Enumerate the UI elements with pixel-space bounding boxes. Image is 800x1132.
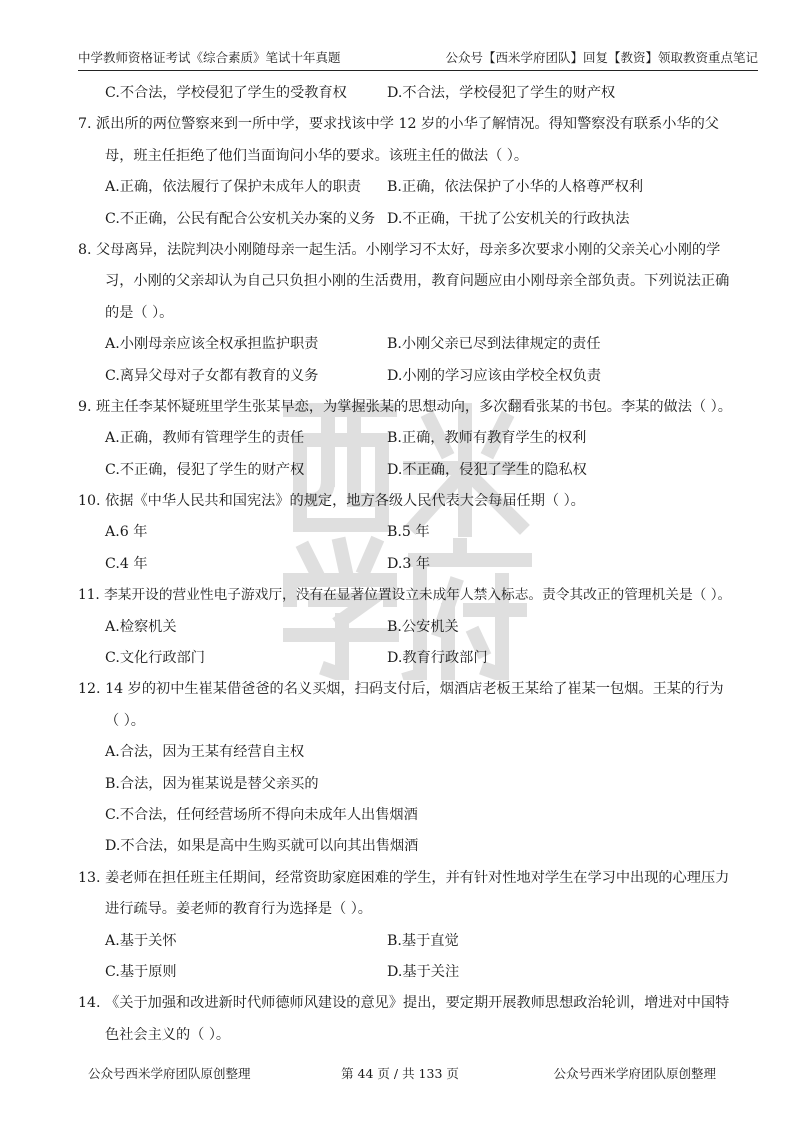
option-d: D.3 年 [387,555,431,572]
option-c: C.离异父母对子女都有教育的义务 [105,367,319,384]
option-b: B.基于直觉 [387,932,459,949]
question-8-line-1: 8. 父母离异，法院判决小刚随母亲一起生活。小刚学习不太好，母亲多次要求小刚的父亲关心小刚的学 [78,241,721,258]
question-13-line-1: 13. 姜老师在担任班主任期间，经常资助家庭困难的学生，并有针对性地对学生在学习中出现的心理压力 [78,869,730,886]
option-d: D.基于关注 [387,963,460,980]
option-row [78,957,738,988]
option-d: D.不合法，如果是高中生购买就可以向其出售烟酒 [105,838,419,855]
option-c: C.不合法，学校侵犯了学生的受教育权 [105,85,347,101]
header-left-text: 中学教师资格证考试《综合素质》笔试十年真题 [78,50,341,65]
option-row [78,517,738,548]
option-a: A.基于关怀 [105,932,177,949]
question-7-line-2: 母，班主任拒绝了他们当面询问小华的要求。该班主任的做法（ ）。 [105,147,529,164]
option-b: B.5 年 [387,524,430,541]
question-9-line-1: 9. 班主任李某怀疑班里学生张某早恋，为掌握张某的思想动向，多次翻看张某的书包。李某的做法（ ）。 [78,398,732,415]
footer-left-text: 公众号西米学府团队原创整理 [88,1066,251,1081]
option-row [78,926,738,957]
footer-right-text: 公众号西米学府团队原创整理 [553,1066,716,1081]
option-c: C.不正确，侵犯了学生的财产权 [105,461,305,478]
question-12-line-1: 12. 14 岁的初中生崔某借爸爸的名义买烟，扫码支付后，烟酒店老板王某给了崔某一包烟。王某的行为 [78,681,724,698]
option-a: A.正确，依法履行了保护未成年人的职责 [105,179,361,196]
option-row [78,423,738,454]
option-c: C.文化行政部门 [105,650,205,667]
option-c: C.基于原则 [105,963,177,980]
option-b: B.正确，教师有教育学生的权利 [387,430,587,447]
question-13-line-2: 进行疏导。姜老师的教育行为选择是（ ）。 [105,901,372,918]
option-c: C.4 年 [105,555,148,572]
option-a: A.小刚母亲应该全权承担监护职责 [105,336,319,353]
page-header [78,44,758,71]
option-row [78,329,738,360]
question-8-line-3: 的是（ ）。 [105,304,174,321]
option-d: D.小刚的学习应该由学校全权负责 [387,367,602,384]
question-14-line-2: 色社会主义的（ ）。 [105,1026,231,1043]
option-row [78,455,738,486]
page-number: 第 44 页 / 共 133 页 [341,1066,459,1081]
option-a: A.检察机关 [105,618,177,635]
option-b: B.正确，依法保护了小华的人格尊严权利 [387,179,644,196]
option-d: D.不正确，干扰了公安机关的行政执法 [387,210,630,227]
option-b: B.合法，因为崔某说是替父亲买的 [105,775,319,792]
option-a: A.正确，教师有管理学生的责任 [105,430,305,447]
option-row [78,78,738,109]
question-10-line-1: 10. 依据《中华人民共和国宪法》的规定，地方各级人民代表大会每届任期（ ）。 [78,493,585,510]
option-b: B.公安机关 [387,618,459,635]
question-7-line-1: 7. 派出所的两位警察来到一所中学，要求找该中学 12 岁的小华了解情况。得知警察没有联系小华的父 [78,116,719,133]
question-12-line-2: （ ）。 [105,712,145,729]
option-a: A.6 年 [105,524,148,541]
option-d: D.不正确，侵犯了学生的隐私权 [387,461,587,478]
option-c: C.不合法，任何经营场所不得向未成年人出售烟酒 [105,806,418,823]
option-d: D.不合法，学校侵犯了学生的财产权 [387,85,616,101]
question-8-line-2: 习，小刚的父亲却认为自己只负担小刚的生活费用，教育问题应由小刚母亲全部负责。下列说法正确 [105,273,730,290]
option-d: D.教育行政部门 [387,650,488,667]
option-row [78,612,738,643]
option-row [78,204,738,235]
option-row [78,361,738,392]
header-right-text: 公众号【西米学府团队】回复【教资】领取教资重点笔记 [445,50,758,65]
document-body [78,78,738,1051]
option-row [78,549,738,580]
option-a: A.合法，因为王某有经营自主权 [105,744,305,761]
question-11-line-1: 11. 李某开设的营业性电子游戏厅，没有在显著位置设立未成年人禁入标志。责令其改正的管理机关是（ ）。 [78,587,732,604]
option-row [78,643,738,674]
option-c: C.不正确，公民有配合公安机关办案的义务 [105,210,376,227]
option-b: B.小刚父亲已尽到法律规定的责任 [387,336,601,353]
option-row [78,172,738,203]
question-14-line-1: 14. 《关于加强和改进新时代师德师风建设的意见》提出，要定期开展教师思想政治轮训，增进对中国特 [78,995,730,1012]
